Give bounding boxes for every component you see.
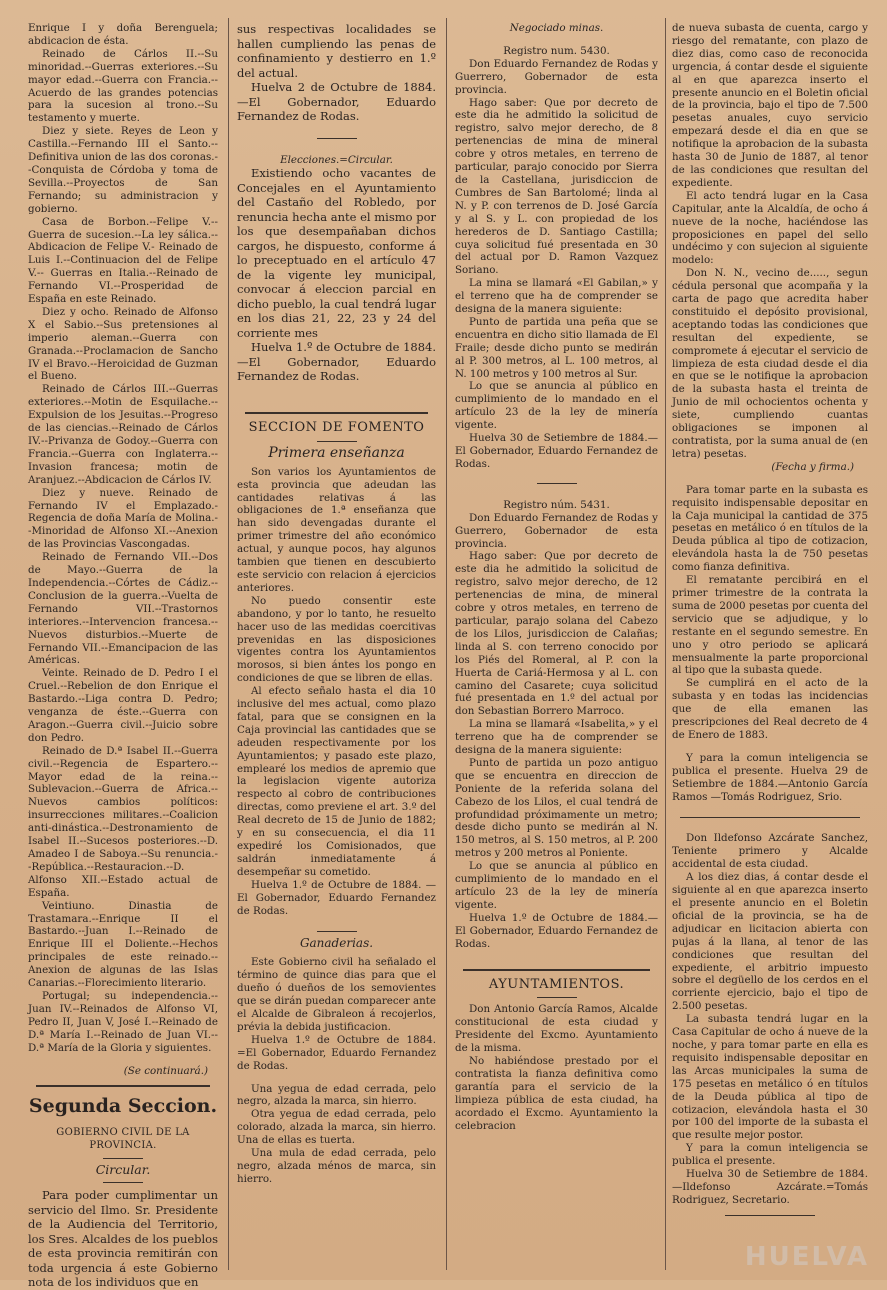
- section-title: Segunda Seccion.: [28, 1095, 218, 1118]
- column-divider: [228, 18, 229, 1270]
- paragraph: Portugal; su independencia.--Juan IV.--Reinados de Alfonso VI, Pedro II, Juan V, José I.--Reinado de D.ª María I.--Reinado de Juan VI.--D.ª María de la Gloria y siguientes.: [28, 989, 218, 1054]
- small-rule: [537, 997, 577, 998]
- small-rule: [103, 1158, 143, 1159]
- column-divider: [665, 18, 666, 1270]
- column-4: [672, 22, 868, 1270]
- subsection-title: Ganaderias.: [299, 936, 374, 951]
- paragraph: El acto tendrá lugar en la Casa Capitular, ante la Alcaldía, de ocho á nueve de la noche, haciéndose las proposiciones en papel del sello undécimo y con sujecion al siguiente modelo:: [672, 189, 868, 267]
- section-title: AYUNTAMIENTOS.: [488, 976, 625, 992]
- column-3: [455, 22, 658, 1270]
- column-1: [28, 22, 218, 1290]
- paragraph: Casa de Borbon.--Felipe V.--Guerra de sucesion.--La ley sálica.--Abdicacion de Felipe V.- Reinado de Luis I.--Continuacion del de Felipe V.-- Guerras en Italia.--Reinado de Fernando VI.--Prosperidad de España en este Reinado.: [28, 215, 218, 306]
- paragraph: Reinado de Fernando VII.--Dos de Mayo.--Guerra de la Independencia.--Córtes de Cádiz.--Conclusion de la guerra.--Vuelta de Fernando VII.--Trastornos interiores.--Intervencion francesa.--Nuevos disturbios.--Muerte de Fernando VII.--Emancipacion de las Américas.: [28, 551, 218, 667]
- signature: Huelva 1.º de Octubre de 1884. =El Gobernador, Eduardo Fernandez de Rodas.: [237, 1033, 436, 1072]
- paragraph: Diez y ocho. Reinado de Alfonso X el Sabio.--Sus pretensiones al imperio aleman.--Guerra con Granada.--Proclamacion de Sancho IV el Bravo.--Heroicidad de Guzman el Bueno.: [28, 305, 218, 383]
- paragraph: A los diez dias, á contar desde el siguiente al en que aparezca inserto el presente anuncio en el Boletin oficial de la provincia, se ha de adjudicar en licitacion abierta con pujas á la llana, al tenor de las condiciones que resultan del expediente, el arbitrio impuesto sobre el degüello de los cerdos en el corriente ejercicio, bajo el tipo de 2.500 pesetas.: [672, 871, 868, 1013]
- section-rule: [463, 969, 650, 971]
- paragraph: Para poder cumplimentar un servicio del Ilmo. Sr. Presidente de la Audiencia del Territorio, los Sres. Alcaldes de los pueblos de esta provincia remitirán con toda urgencia á este Gobierno nota de los individuos que en: [28, 1188, 218, 1290]
- paragraph: La mina se llamará «Isabelita,» y el terreno que ha de comprender se designa de la manera siguiente:: [455, 718, 658, 757]
- paragraph: de nueva subasta de cuenta, cargo y riesgo del rematante, con plazo de diez dias, como caso de reconocida urgencia, á contar desde el siguiente al en que aparezca inserto el presente anuncio en el Boletin oficial de la provincia, bajo el tipo de 7.500 pesetas anuales, cuyo servicio empezará desde el dia en que se notifique la aprobacion de la subasta hasta 30 de Junio de 1887, al tenor de las condiciones que resultan del expediente.: [672, 22, 868, 189]
- circular-heading: Circular.: [95, 1162, 151, 1178]
- archive-watermark: HUELVA: [744, 1242, 869, 1272]
- paragraph: Se cumplirá en el acto de la subasta y en todas las incidencias que de ella emanen las prescripciones del Real decreto de 4 de Enero de 1883.: [672, 677, 868, 741]
- paragraph: Veintiuno. Dinastia de Trastamara.--Enrique II el Bastardo.--Juan I.--Reinado de Enrique III el Doliente.--Hechos principales de este reinado.--Anexion de algunas de las Islas Canarias.--Florecimiento literario.: [28, 899, 218, 990]
- small-rule: [317, 441, 357, 442]
- registro-heading: Registro num. 5430.: [503, 44, 610, 57]
- circular-heading: Elecciones.=Circular.: [280, 153, 393, 166]
- small-rule: [537, 483, 577, 484]
- small-rule: [317, 138, 357, 139]
- paragraph: Reinado de D.ª Isabel II.--Guerra civil.--Regencia de Espartero.--Mayor edad de la reina.--Sublevacion.--Guerra de Africa.--Nuevos cambios políticos: insurrecciones militares.--Coalicion anti-dinástica.--Destronamiento de Isabel II.--Sucesos posteriores.--D. Amadeo I de Saboya.--Su renuncia.--República.--Restauracion.--D. Alfonso XII.--Estado actual de España.: [28, 744, 218, 899]
- paragraph: El rematante percibirá en el primer trimestre de la contrata la suma de 2000 pesetas por cuenta del servicio que se adjudique, y lo restante en el segundo semestre. En uno y otro periodo se aplicará mensualmente la parte proporcional al tipo que la subasta quede.: [672, 574, 868, 677]
- fecha-note: (Fecha y firma.): [771, 460, 854, 473]
- section-rule: [245, 412, 428, 414]
- section-rule: [36, 1085, 211, 1087]
- continued-note: (Se continuará.): [123, 1064, 208, 1077]
- subsection-title: GOBIERNO CIVIL DE LA PROVINCIA.: [56, 1127, 190, 1152]
- paragraph: Lo que se anuncia al público en cumplimiento de lo mandado en el artículo 23 de la ley de minería vigente.: [455, 380, 658, 432]
- paragraph: Don Eduardo Fernandez de Rodas y Guerrero, Gobernador de esta provincia.: [455, 511, 658, 550]
- paragraph: Y para la comun inteligencia se publica el presente. Huelva 29 de Setiembre de 1884.—Antonio García Ramos —Tomás Rodriguez, Srio.: [672, 751, 868, 803]
- subsection-title: Primera enseñanza: [268, 444, 405, 461]
- section-title: SECCION DE FOMENTO: [248, 419, 425, 435]
- paragraph: La mina se llamará «El Gabilan,» y el terreno que ha de comprender se designa de la manera siguiente:: [455, 277, 658, 316]
- paragraph: Reinado de Cárlos II.--Su minoridad.--Guerras exteriores.--Su mayor edad.--Guerra con Francia.--Acuerdo de las grandes potencias para la sucesion al trono.--Su testamento y muerte.: [28, 47, 218, 125]
- paragraph: No habiéndose prestado por el contratista la fianza definitiva como garantía para el servicio de la limpieza pública de esta ciudad, ha acordado el Excmo. Ayuntamiento la celebracion: [455, 1055, 658, 1132]
- paragraph: Don Eduardo Fernandez de Rodas y Guerrero, Gobernador de esta provincia.: [455, 57, 658, 96]
- paragraph: Punto de partida un pozo antiguo que se encuentra en direccion de Poniente de la referida solana del Cabezo de los Lilos, el cual tendrá de profundidad próximamente un metro; desde dicho punto se medirán al N. 150 metros, al S. 150 metros, al P. 200 metros y 200 metros al Poniente.: [455, 756, 658, 860]
- subsection-title: Negociado minas.: [509, 22, 604, 34]
- paragraph: Punto de partida una peña que se encuentra en dicho sitio llamada de El Fraile; desde dicho punto se medirán al P. 300 metros, al L. 100 metros, al N. 100 metros y 100 metros al Sur.: [455, 315, 658, 380]
- paragraph: La subasta tendrá lugar en la Casa Capitular de ocho á nueve de la noche, y para tomar parte en ella es requisito indispensable depositar en las Arcas municipales la suma de 175 pesetas en metálico ó en títulos de la Deuda pública al tipo de cotizacion, elevándola hasta el 30 por 100 del importe de la subasta el que resulte mejor postor.: [672, 1013, 868, 1142]
- registro-heading: Registro núm. 5431.: [503, 498, 610, 511]
- paragraph: Al efecto señalo hasta el dia 10 inclusive del mes actual, como plazo fatal, para que se consignen en la Caja provincial las cantidades que se adeuden respectivamente por los Ayuntamientos; y pasado este plazo, emplearé los medios de apremio que la legislacion vigente autoriza respecto al cobro de contribuciones directas, como previene el art. 3.º del Real decreto de 15 de Junio de 1882; y en su consecuencia, el dia 11 expediré los Comisionados, que saldrán inmediatamente á desempeñar su cometido.: [237, 685, 436, 878]
- signature: Huelva 1.º de Octubre de 1884. —El Gobernador, Eduardo Fernandez de Rodas.: [237, 340, 436, 384]
- signature: Huelva 30 de Setiembre de 1884. —Ildefonso Azcárate.=Tomás Rodriguez, Secretario.: [672, 1168, 868, 1206]
- paragraph: Este Gobierno civil ha señalado el término de quince dias para que el dueño ó dueños de los semovientes que se dirán puedan comparecer ante el Alcalde de Gibraleon á recojerlos, prévia la debida justificacion.: [237, 956, 436, 1033]
- paragraph: Diez y siete. Reyes de Leon y Castilla.--Fernando III el Santo.--Definitiva union de las dos coronas.--Conquista de Córdoba y toma de Sevilla.--Proyectos de San Fernando; su administracion y gobierno.: [28, 125, 218, 215]
- paragraph: No puedo consentir este abandono, y por lo tanto, he resuelto hacer uso de las medidas coercitivas prevenidas en las disposiciones vigentes contra los Ayuntamientos morosos, si bien ántes los pongo en condiciones de que se libren de ellas.: [237, 594, 436, 685]
- paragraph: Don Ildefonso Azcárate Sanchez, Teniente primero y Alcalde accidental de esta ciudad.: [672, 832, 868, 871]
- paragraph: Una mula de edad cerrada, pelo negro, alzada ménos de marca, sin hierro.: [237, 1147, 436, 1185]
- signature: Huelva 30 de Setiembre de 1884.— El Gobernador, Eduardo Fernandez de Rodas.: [455, 432, 658, 470]
- small-rule: [725, 1215, 815, 1216]
- paragraph: Lo que se anuncia al público en cumplimiento de lo mandado en el artículo 23 de la ley de minería vigente.: [455, 860, 658, 911]
- small-rule: [317, 931, 357, 932]
- paragraph: Una yegua de edad cerrada, pelo negro, alzada la marca, sin hierro.: [237, 1082, 436, 1108]
- paragraph: Son varios los Ayuntamientos de esta provincia que adeudan las cantidades relativas á las obligaciones de 1.ª enseñanza que han sido devengadas durante el primer trimestre del año económico actual, y aunque pocos, hay algunos tambien que tienen en descubierto este servicio con relacion á ejercicios anteriores.: [237, 465, 436, 594]
- signature: Huelva 1.º de Octubre de 1884.— El Gobernador, Eduardo Fernandez de Rodas.: [455, 911, 658, 950]
- column-2: [237, 22, 436, 1270]
- signature: Huelva 1.º de Octubre de 1884. —El Gobernador, Eduardo Fernandez de Rodas.: [237, 878, 436, 917]
- paragraph: Y para la comun inteligencia se publica el presente.: [672, 1142, 868, 1168]
- paragraph: Existiendo ocho vacantes de Concejales en el Ayuntamiento del Castaño del Robledo, por renuncia hecha ante el mismo por los que desempañaban dichos cargos, he dispuesto, conforme á lo preceptuado en el artículo 47 de la vigente ley municipal, convocar á eleccion parcial en dicho pueblo, la cual tendrá lugar en los dias 21, 22, 23 y 24 del corriente mes: [237, 166, 436, 340]
- paragraph: sus respectivas localidades se hallen cumpliendo las penas de confinamiento y destierro en 1.º del actual.: [237, 22, 436, 80]
- paragraph: Enrique I y doña Berenguela; abdicacion de ésta.: [28, 22, 218, 47]
- paragraph: Veinte. Reinado de D. Pedro I el Cruel.--Rebelion de don Enrique el Bastardo.--Liga contra D. Pedro; venganza de éste.--Guerra con Aragon.--Guerra civil.--Juicio sobre don Pedro.: [28, 667, 218, 744]
- paragraph: Don N. N., vecino de....., segun cédula personal que acompaña y la carta de pago que acredita haber constituido el depósito provisional, aceptando todas las condiciones que resultan del expediente, se compromete á ejecutar el servicio de limpieza de esta ciudad desde el dia en que se le notifique la aprobacion de la subasta hasta el treinta de Junio de mil ochocientos ochenta y siete, cumpliendo cuantas obligaciones se imponen al contratista, por la suma anual de (en letra) pesetas.: [672, 267, 868, 460]
- paragraph: Para tomar parte en la subasta es requisito indispensable depositar en la Caja municipal la cantidad de 375 pesetas en metálico ó en títulos de la Deuda pública al tipo de cotizacion, elevándola hasta la de 750 pesetas como fianza definitiva.: [672, 483, 868, 574]
- paragraph: Hago saber: Que por decreto de este dia he admitido la solicitud de registro, salvo mejor derecho, de 12 pertenencias de mina, de mineral cobre y otros metales, en terreno de particular, parajo solana del Cabezo de los Lilos, jurisdiccion de Calañas; linda al S. con terreno conocido por los Piés del Romeral, al P. con la Huerta de Cariá-Hermosa y al L. con camino del Casarete; cuya solicitud fué presentada en 1.º del actual por don Sebastian Borrero Marroco.: [455, 550, 658, 718]
- signature: Huelva 2 de Octubre de 1884. —El Gobernador, Eduardo Fernandez de Rodas.: [237, 80, 436, 123]
- small-rule: [103, 1182, 143, 1183]
- paragraph: Diez y nueve. Reinado de Fernando IV el Emplazado.-Regencia de doña María de Molina.--Minoridad de Alfonso XI.--Anexion de las Provincias Vascongadas.: [28, 486, 218, 551]
- section-rule: [680, 817, 860, 818]
- column-divider: [446, 18, 447, 1270]
- paragraph: Don Antonio García Ramos, Alcalde constitucional de esta ciudad y Presidente del Excmo. Ayuntamiento de la misma.: [455, 1003, 658, 1055]
- paragraph: Reinado de Cárlos III.--Guerras exteriores.--Motin de Esquilache.--Expulsion de los Jesuitas.--Progreso de las ciencias.--Reinado de Cárlos IV.--Privanza de Godoy.--Guerra con Francia.--Guerra con Inglaterra.--Invasion francesa; motin de Aranjuez.--Abdicacion de Cárlos IV.: [28, 383, 218, 486]
- paragraph: Hago saber: Que por decreto de este dia he admitido la solicitud de registro, salvo mejor derecho, de 8 pertenencias de mina de mineral cobre y otros metales, en terreno de particular, parajo conocido por Sierra de la Castellana, jurisdiccion de Cumbres de San Bartolomé; linda al N. y P. con terrenos de D. José García y al S. y L. con propiedad de los herederos de D. Santiago Castilla; cuya solicitud fué presentada en 30 del actual por D. Ramon Vazquez Soriano.: [455, 96, 658, 277]
- paragraph: Otra yegua de edad cerrada, pelo colorado, alzada la marca, sin hierro. Una de ellas es tuerta.: [237, 1108, 436, 1147]
